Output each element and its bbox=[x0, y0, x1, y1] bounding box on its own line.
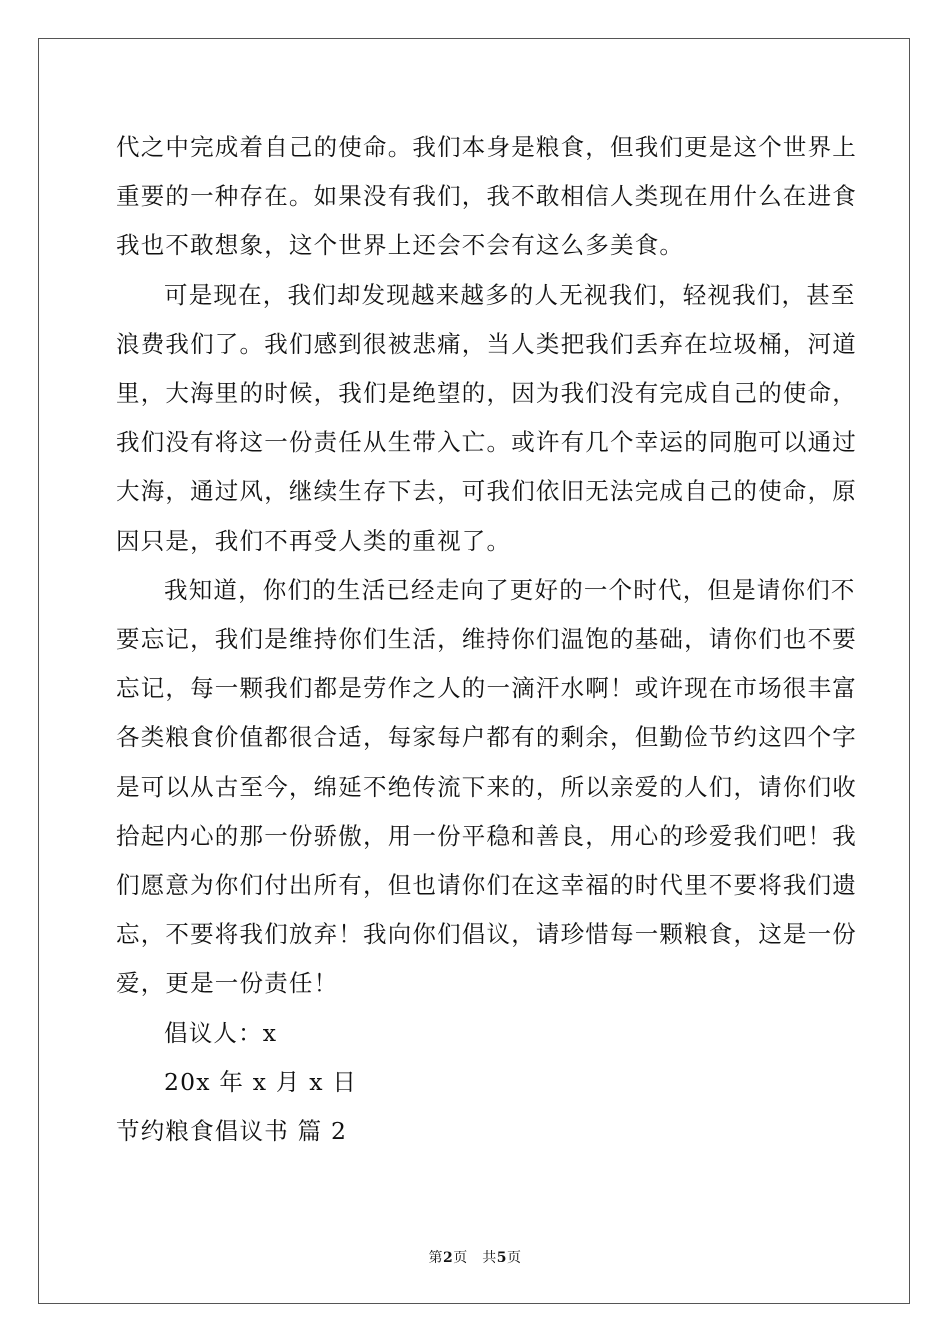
text-line: 忘记，每一颗我们都是劳作之人的一滴汗水啊！或许现在市场很丰富 bbox=[116, 674, 857, 703]
section-title-line bbox=[116, 1107, 836, 1156]
text-line: 大海，通过风，继续生存下去，可我们依旧无法完成自己的使命，原 bbox=[116, 477, 857, 506]
text-line: 因只是，我们不再受人类的重视了。 bbox=[116, 526, 512, 555]
text-line: 里，大海里的时候，我们是绝望的，因为我们没有完成自己的使命， bbox=[116, 379, 857, 408]
text-line: 各类粮食价值都很合适，每家每户都有的剩余，但勤俭节约这四个字 bbox=[116, 723, 857, 752]
text-line: 重要的一种存在。如果没有我们，我不敢相信人类现在用什么在进食 bbox=[116, 182, 857, 211]
text-line: 要忘记，我们是维持你们生活，维持你们温饱的基础，请你们也不要 bbox=[116, 625, 857, 654]
text-line: 代之中完成着自己的使命。我们本身是粮食，但我们更是这个世界上 bbox=[116, 133, 857, 161]
text-line: 浪费我们了。我们感到很被悲痛，当人类把我们丢弃在垃圾桶，河道 bbox=[116, 329, 857, 358]
text-line: 们愿意为你们付出所有，但也请你们在这幸福的时代里不要将我们遗 bbox=[116, 871, 857, 900]
section-title: 节约粮食倡议书 篇 2 bbox=[116, 1117, 348, 1146]
paragraph-3 bbox=[116, 566, 857, 1009]
document-body bbox=[116, 123, 857, 1156]
total-pages-number: 5 bbox=[496, 1250, 507, 1266]
text-line: 我也不敢想象，这个世界上还会不会有这么多美食。 bbox=[116, 231, 685, 260]
date: 20x 年 x 月 x 日 bbox=[164, 1067, 358, 1096]
page-mid: 页 共 bbox=[453, 1250, 497, 1266]
paragraph-2 bbox=[116, 271, 857, 566]
text-line: 忘，不要将我们放弃！我向你们倡议，请珍惜每一颗粮食，这是一份 bbox=[116, 920, 857, 949]
current-page-number: 2 bbox=[443, 1250, 454, 1266]
signature: 倡议人：x bbox=[164, 1018, 278, 1047]
page-prefix: 第 bbox=[428, 1250, 443, 1266]
text-line: 我知道，你们的生活已经走向了更好的一个时代，但是请你们不 bbox=[164, 575, 856, 604]
text-line: 爱，更是一份责任！ bbox=[116, 969, 339, 998]
text-line: 我们没有将这一份责任从生带入亡。或许有几个幸运的同胞可以通过 bbox=[116, 428, 857, 457]
text-line: 是可以从古至今，绵延不绝传流下来的，所以亲爱的人们，请你们收 bbox=[116, 772, 857, 801]
page-suffix: 页 bbox=[507, 1250, 522, 1266]
signature-line bbox=[116, 1009, 836, 1058]
page-footer bbox=[0, 1247, 950, 1267]
paragraph-1 bbox=[116, 123, 857, 271]
text-line: 拾起内心的那一份骄傲，用一份平稳和善良，用心的珍爱我们吧！我 bbox=[116, 821, 857, 850]
text-line: 可是现在，我们却发现越来越多的人无视我们，轻视我们，甚至 bbox=[164, 280, 856, 309]
date-line bbox=[116, 1058, 836, 1107]
